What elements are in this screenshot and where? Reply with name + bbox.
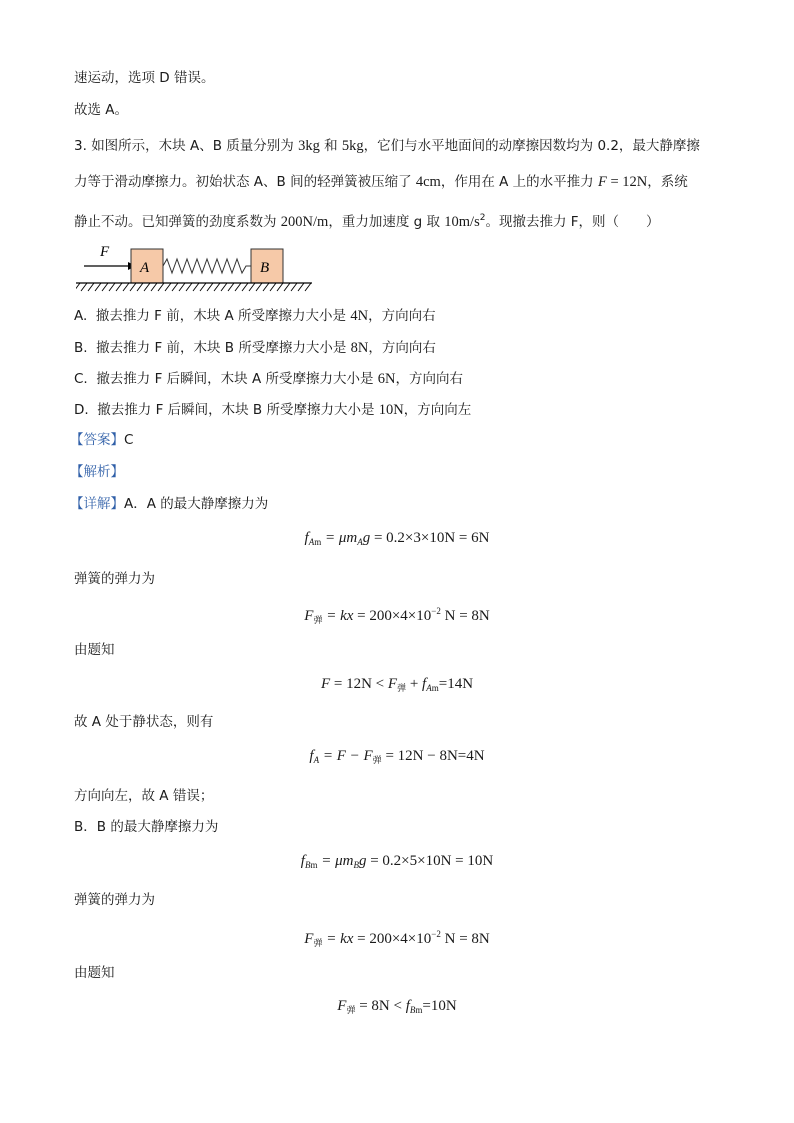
option-d[interactable]: D. 撤去推力 F 后瞬间，木块 B 所受摩擦力大小是 10N，方向向左 [74, 402, 472, 418]
prev-text-line: 速运动，选项 D 错误。 [74, 70, 215, 86]
intro-b-label: B．B 的最大静摩擦力为 [74, 819, 219, 835]
equation-friction-a: $f_A = F - F_弹 = 12N - 8N=4N$ [309, 748, 485, 765]
question-number: 3. [74, 138, 87, 154]
direction-a-label: 方向向左，故 A 错误； [74, 788, 214, 804]
force-label: F [100, 244, 110, 260]
detail-line: 【详解】A．A 的最大静摩擦力为 [70, 496, 269, 512]
equation-max-friction-a: $f_{Am} = \mu m_Ag = 0.2\times 3\times 10N = 6N$ [304, 530, 490, 547]
answer-line [70, 430, 133, 450]
block-a-label: A [140, 260, 150, 276]
answer-value: C [124, 432, 134, 448]
blocks-spring-figure [76, 240, 316, 296]
spring [163, 259, 251, 273]
question-line-2: 力等于滑动摩擦力。初始状态 A、B 间的轻弹簧被压缩了 4cm，作用在 A 上的水平推力 F = 12N，系统 [74, 174, 688, 190]
analysis-tag: 【解析】 [70, 464, 124, 480]
option-c[interactable]: C. 撤去推力 F 后瞬间，木块 A 所受摩擦力大小是 6N，方向向右 [74, 371, 464, 387]
equation-spring-force-2: $F_弹$ = kx = $200\times 4\times 10^{-2}$ N = 8N [304, 929, 490, 948]
equation-compare-2: $F_弹 = 8N < f_{Bm}=10N$ [337, 998, 457, 1015]
equation-max-friction-b: $f_{Bm} = \mu m_Bg = 0.2\times 5\times 10N = 10N$ [300, 853, 494, 870]
option-a[interactable]: A. 撤去推力 F 前，木块 A 所受摩擦力大小是 4N，方向向右 [74, 308, 436, 324]
block-b-label: B [260, 260, 270, 276]
option-b[interactable]: B. 撤去推力 F 前，木块 B 所受摩擦力大小是 8N，方向向右 [74, 340, 436, 356]
equation-compare-1: $F = 12N < F_弹 + f_{Am}=14N$ [320, 676, 474, 693]
known-label-1: 由题知 [74, 642, 115, 658]
detail-tag: 【详解】 [70, 496, 124, 512]
question-line-1: 3. 如图所示，木块 A、B 质量分别为 3kg 和 5kg，它们与水平地面间的动摩擦因数均为 0.2，最大静摩擦 [74, 138, 700, 154]
known-label-2: 由题知 [74, 965, 115, 981]
ground-hatching [76, 283, 311, 291]
prev-conclusion: 故选 A。 [74, 102, 129, 118]
spring-force-label-1: 弹簧的弹力为 [74, 571, 155, 587]
spring-force-label-2: 弹簧的弹力为 [74, 892, 155, 908]
state-a-label: 故 A 处于静状态，则有 [74, 714, 214, 730]
equation-spring-force-1: $F_弹$ = kx = $200\times 4\times 10^{-2}$ N = 8N [304, 606, 490, 625]
analysis-line [70, 462, 124, 482]
answer-tag: 【答案】 [70, 432, 124, 448]
question-line-3: 静止不动。已知弹簧的劲度系数为 200N/m，重力加速度 g 取 $10m/s^2$。现撤去推力 F，则（ ） [74, 213, 660, 230]
